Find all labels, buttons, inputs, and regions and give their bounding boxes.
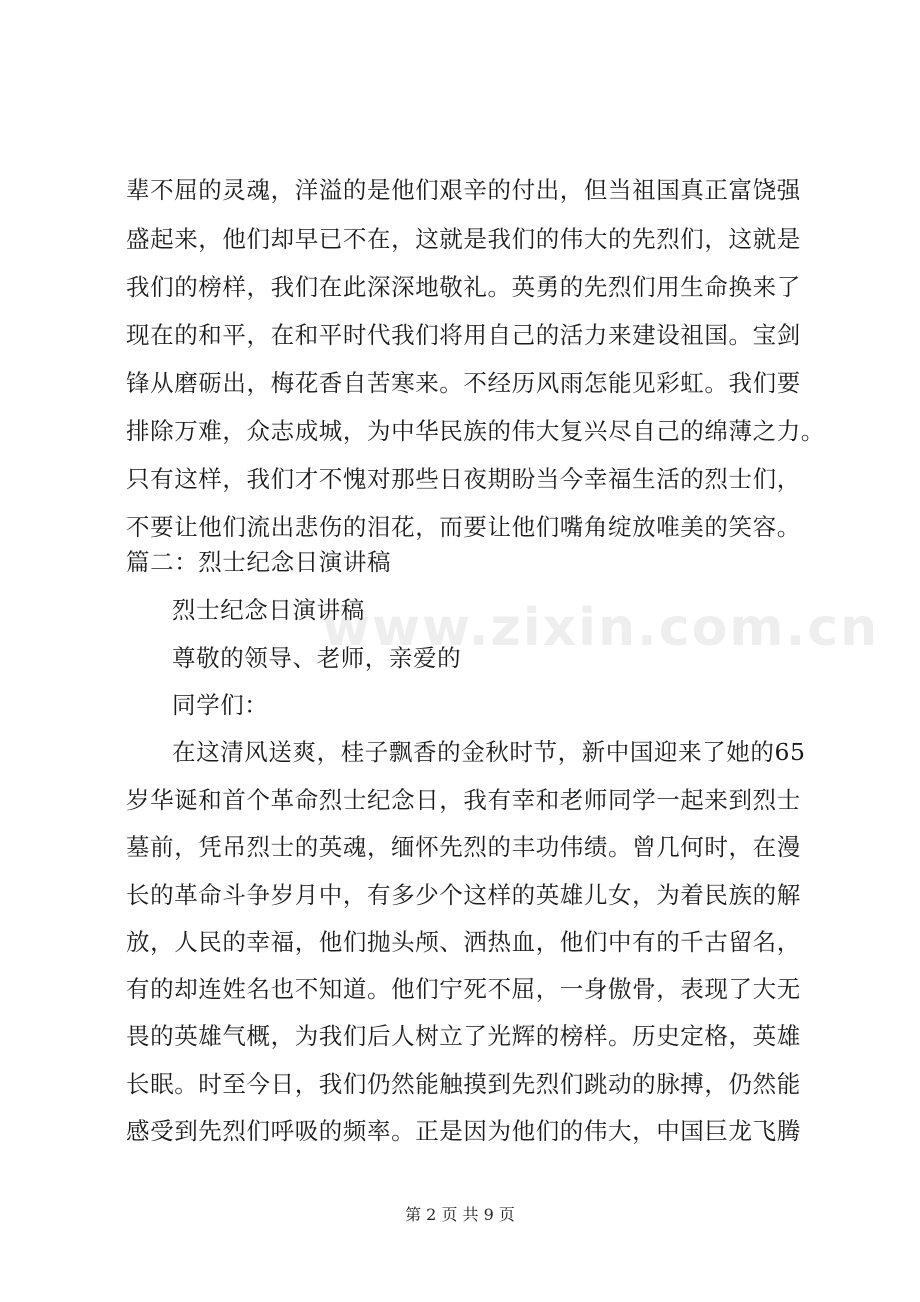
body-text-line: 锋从磨砺出，梅花香自苦寒来。不经历风雨怎能见彩虹。我们要: [126, 369, 801, 397]
section-heading: 篇二：烈士纪念日演讲稿: [126, 548, 392, 576]
page-footer: 第 2 页 共 9 页: [405, 1205, 515, 1224]
body-text-line: 排除万难，众志成城，为中华民族的伟大复兴尽自己的绵薄之力。: [126, 417, 825, 445]
salutation-line: 尊敬的领导、老师，亲爱的: [172, 644, 462, 672]
body-text-line: 墓前，凭吊烈士的英魂，缅怀先烈的丰功伟绩。曾几何时，在漫: [126, 833, 801, 861]
body-text-line: 长眠。时至今日，我们仍然能触摸到先烈们跳动的脉搏，仍然能: [126, 1070, 801, 1098]
body-text-line: 在这清风送爽，桂子飘香的金秋时节，新中国迎来了她的65: [172, 738, 806, 766]
body-text-line: 我们的榜样，我们在此深深地敬礼。英勇的先烈们用生命换来了: [126, 273, 801, 301]
body-text-line: 辈不屈的灵魂，洋溢的是他们艰辛的付出，但当祖国真正富饶强: [126, 176, 801, 204]
body-text-line: 不要让他们流出悲伤的泪花，而要让他们嘴角绽放唯美的笑容。: [126, 513, 801, 541]
body-text-line: 畏的英雄气概，为我们后人树立了光辉的榜样。历史定格，英雄: [126, 1022, 801, 1050]
body-text-line: 只有这样，我们才不愧对那些日夜期盼当今幸福生活的烈士们，: [126, 465, 801, 493]
body-text-line: 盛起来，他们却早已不在，这就是我们的伟大的先烈们，这就是: [126, 225, 801, 253]
body-text-line: 现在的和平，在和平时代我们将用自己的活力来建设祖国。宝剑: [126, 321, 801, 349]
watermark: www.zixin.com.cn: [322, 598, 880, 658]
body-text-line: 有的却连姓名也不知道。他们宁死不屈，一身傲骨，表现了大无: [126, 975, 801, 1003]
body-text-line: 放，人民的幸福，他们抛头颅、洒热血，他们中有的千古留名，: [126, 928, 801, 956]
body-text-line: 感受到先烈们呼吸的频率。正是因为他们的伟大，中国巨龙飞腾: [126, 1117, 801, 1145]
speech-title: 烈士纪念日演讲稿: [172, 596, 365, 624]
body-text-line: 长的革命斗争岁月中，有多少个这样的英雄儿女，为着民族的解: [126, 881, 801, 909]
salutation-line: 同学们：: [172, 691, 269, 719]
body-text-line: 岁华诞和首个革命烈士纪念日，我有幸和老师同学一起来到烈士: [126, 786, 801, 814]
